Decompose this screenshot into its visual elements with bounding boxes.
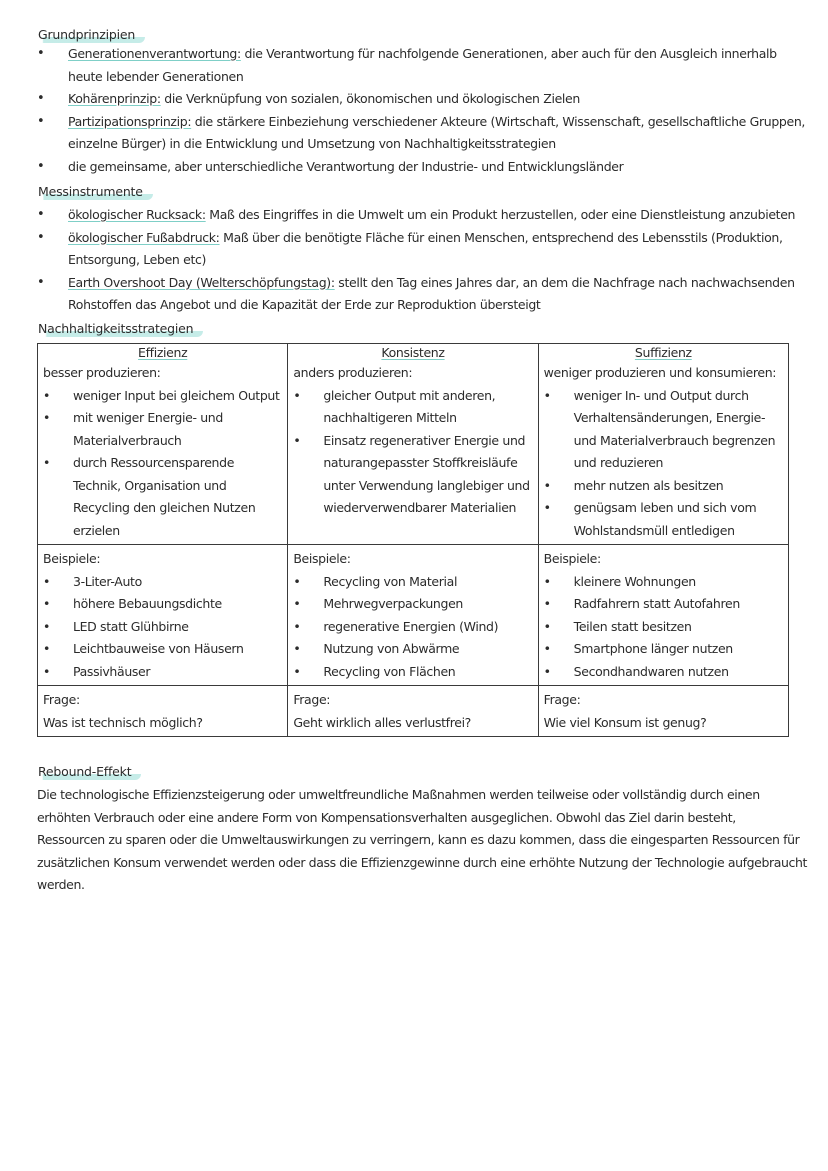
list-item: • Kohärenprinzip: die Verknüpfung von sozialen, ökonomischen und ökologischen Zielen — [37, 88, 809, 111]
table-row — [38, 362, 789, 545]
suffizienz-examples: Beispiele: • kleinere Wohnungen • Radfahrern statt Autofahren • Teilen statt besitzen • Smartphone länger nutzen • Secondhandwaren nutzen — [538, 545, 788, 686]
column-title-effizienz: Effizienz — [138, 345, 188, 360]
list-item: • Generationenverantwortung: die Verantwortung für nachfolgende Generationen, aber auch für den Ausgleich innerhalb heute lebender Generationen — [37, 43, 809, 88]
konsistenz-description: anders produzieren: • gleicher Output mit anderen, nachhaltigeren Mitteln • Einsatz regenerativer Energie und naturangepasster Stoffkreisläufe unter Verwendung langlebiger und wiederverwendbarer Materialien — [288, 362, 538, 545]
table-row — [38, 545, 789, 686]
suffizienz-question: Frage: Wie viel Konsum ist genug? — [538, 686, 788, 737]
messinstrumente-list — [37, 204, 809, 317]
table-header-row — [38, 344, 789, 363]
heading-rebound-effekt: Rebound-Effekt — [37, 764, 141, 780]
heading-grundprinzipien: Grundprinzipien — [37, 27, 145, 43]
list-item: • Partizipationsprinzip: die stärkere Einbeziehung verschiedener Akteure (Wirtschaft, Wissenschaft, gesellschaftliche Gruppen, einzelne Bürger) in die Entwicklung und Umsetzung von Nachhaltigkeitsstrategien — [37, 111, 809, 156]
effizienz-examples: Beispiele: • 3-Liter-Auto • höhere Bebauungsdichte • LED statt Glühbirne • Leichtbauweise von Häusern • Passivhäuser — [38, 545, 288, 686]
list-item: • ökologischer Rucksack: Maß des Eingriffes in die Umwelt um ein Produkt herzustellen, oder eine Dienstleistung anzubieten — [37, 204, 809, 227]
effizienz-question: Frage: Was ist technisch möglich? — [38, 686, 288, 737]
list-item: • die gemeinsame, aber unterschiedliche Verantwortung der Industrie- und Entwicklungsländer — [37, 156, 809, 179]
heading-nachhaltigkeitsstrategien: Nachhaltigkeitsstrategien — [37, 321, 203, 337]
rebound-paragraph: Die technologische Effizienzsteigerung oder umweltfreundliche Maßnahmen werden teilweise oder vollständig durch einen erhöhten Verbrauch oder eine andere Form von Kompensationsverhalten ausgeglichen. Obwohl das Ziel darin besteht, Ressourcen zu sparen oder die Umweltauswirkungen zu verringern, kann es dazu kommen, dass die eingesparten Ressourcen für zusätzlichen Konsum verwendet werden oder dass die Effizienzgewinne durch eine erhöhte Nutzung der Technologie aufgebraucht werden. — [37, 787, 808, 892]
strategies-table — [37, 343, 789, 737]
column-title-suffizienz: Suffizienz — [634, 345, 692, 360]
effizienz-description: besser produzieren: • weniger Input bei gleichem Output • mit weniger Energie- und Materialverbrauch • durch Ressourcensparende Technik, Organisation und Recycling den gleichen Nutzen erzielen — [38, 362, 288, 545]
konsistenz-examples: Beispiele: • Recycling von Material • Mehrwegverpackungen • regenerative Energien (Wind) • Nutzung von Abwärme • Recycling von Flächen — [288, 545, 538, 686]
konsistenz-question: Frage: Geht wirklich alles verlustfrei? — [288, 686, 538, 737]
column-title-konsistenz: Konsistenz — [381, 345, 445, 360]
suffizienz-description: weniger produzieren und konsumieren: • weniger In- und Output durch Verhaltensänderungen, Energie- und Materialverbrauch begrenzen und reduzieren • mehr nutzen als besitzen • genügsam leben und sich vom Wohlstandsmüll entledigen — [538, 362, 788, 545]
list-item: • Earth Overshoot Day (Welterschöpfungstag): stellt den Tag eines Jahres dar, an dem die Nachfrage nach nachwachsenden Rohstoffen das Angebot und die Kapazität der Erde zur Reproduktion übersteigt — [37, 272, 809, 317]
table-row — [38, 686, 789, 737]
list-item: • ökologischer Fußabdruck: Maß über die benötigte Fläche für einen Menschen, entsprechend des Lebensstils (Produktion, Entsorgung, Leben etc) — [37, 227, 809, 272]
grundprinzipien-list — [37, 43, 809, 178]
heading-messinstrumente: Messinstrumente — [37, 184, 153, 200]
